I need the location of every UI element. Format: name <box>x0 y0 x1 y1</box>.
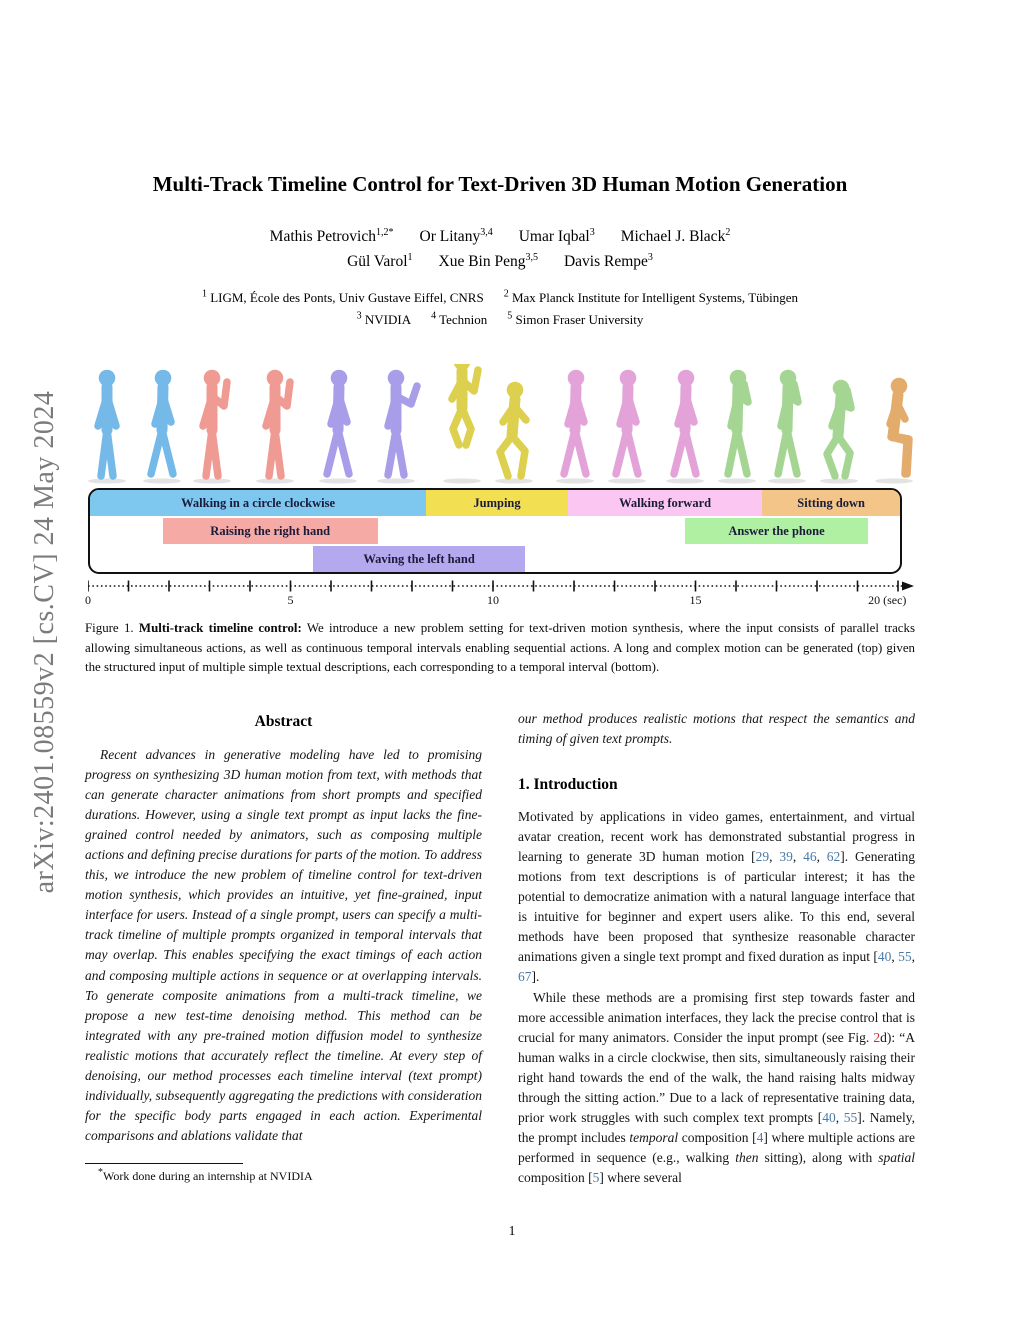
figure-shadow <box>718 478 756 483</box>
text-segment: then <box>735 1150 759 1166</box>
text-segment: , <box>911 949 915 965</box>
human-figure-stand <box>88 370 126 484</box>
axis-tick-label: 5 <box>287 593 294 607</box>
affiliation-sup: 5 <box>507 310 513 322</box>
text-segment: * <box>98 1167 103 1179</box>
timeline-bar-label: Answer the phone <box>728 523 825 538</box>
two-column-body <box>85 709 915 1189</box>
text-segment: ]. <box>531 969 540 985</box>
affiliation-item: $^5$ Simon Fraser University <box>507 310 644 327</box>
citation-link[interactable]: 4 <box>756 1130 764 1146</box>
timeline-bar <box>568 490 762 516</box>
timeline-bar-label: Raising the right hand <box>210 523 331 538</box>
affiliation-item: $^2$ Max Planck Institute for Intelligent Systems, Tübingen <box>503 288 799 305</box>
author-line-2 <box>85 249 915 274</box>
timeline-bar-label: Sitting down <box>797 495 865 510</box>
timeline-track-2 <box>90 518 900 544</box>
text-segment: composition [ <box>518 1170 593 1186</box>
author-affiliation-sup: 1 <box>407 251 413 263</box>
citation-link[interactable]: 55 <box>898 949 912 965</box>
citation-link[interactable]: 39 <box>779 848 793 864</box>
timeline-bar-label: Waving the left hand <box>363 551 475 566</box>
text-segment: spatial <box>878 1150 915 1166</box>
figure-shadow <box>556 478 594 483</box>
text-segment: ]. Namely, the prompt includes <box>518 1110 915 1146</box>
human-figure-phone <box>718 370 756 484</box>
human-figure-walk <box>319 370 357 484</box>
figure-shadow <box>875 478 913 483</box>
axis-tick-label: 15 <box>689 593 702 607</box>
citation-link[interactable]: 55 <box>843 1110 858 1126</box>
text-segment: We introduce a new problem setting for text-driven motion synthesis, where the input consists of parallel tracks allowing simultaneous actions, as well as continuous temporal intervals enabling sequential actions. A long and complex motion can be generated (top) given the structured input of multiple simple textual descriptions, each corresponding to a temporal interval (bottom). <box>85 621 915 674</box>
author-name: Michael J. Black$^2$ <box>620 226 731 245</box>
timeline-track-3 <box>90 546 900 572</box>
figure-reference[interactable]: 2 <box>873 1029 881 1045</box>
citation-link[interactable]: 5 <box>592 1170 600 1186</box>
timeline-track-1 <box>90 490 900 516</box>
abstract-continuation: our method produces realistic motions that respect the semantics and timing of given text prompts. <box>518 710 915 746</box>
text-segment: composition [ <box>678 1130 757 1146</box>
abstract-heading: Abstract <box>254 712 313 730</box>
affiliation-sup: 2 <box>503 288 509 300</box>
text-segment: ] where multiple actions are performed in sequence (e.g., walking <box>518 1130 915 1166</box>
timeline-bar-label: Walking in a circle clockwise <box>181 495 336 510</box>
axis-tick-label: 10 <box>487 593 499 607</box>
affiliation-sup: 1 <box>201 288 207 300</box>
footnote <box>85 1168 482 1185</box>
text-segment: , <box>816 848 827 864</box>
text-segment: Work done during an internship at NVIDIA <box>103 1169 313 1184</box>
author-name: Davis Rempe$^3$ <box>563 251 653 270</box>
timeline-bar <box>762 490 900 516</box>
figure-shadow <box>608 478 646 483</box>
human-figure-crouch <box>495 382 533 484</box>
affiliation-item: $^4$ Technion <box>431 310 488 327</box>
affiliation-line-1 <box>85 287 915 309</box>
human-figure-raise <box>256 370 294 484</box>
author-block <box>85 224 915 274</box>
figure-caption <box>85 619 915 678</box>
axis-tick-label: 20 (sec) <box>868 593 907 607</box>
text-segment: While these methods are a promising first step towards faster and more accessible animation interfaces, they lack the precise control that is crucial for many animators. Consider the input prompt (see Fig. <box>518 989 915 1045</box>
citation-link[interactable]: 40 <box>877 949 892 965</box>
figure-shadow <box>820 478 858 483</box>
figure-shadow <box>193 478 231 483</box>
author-name: Xue Bin Peng$^{3,5}$ <box>438 251 538 270</box>
affiliation-line-2 <box>85 309 915 331</box>
citation-link[interactable]: 40 <box>822 1110 836 1126</box>
intro-paragraph-1 <box>518 807 915 988</box>
human-figure-walk <box>608 370 646 484</box>
citation-link[interactable]: 62 <box>826 848 841 864</box>
author-line-1 <box>85 224 915 249</box>
human-figure-walk <box>666 370 704 484</box>
human-figure-phonecrouch <box>820 380 858 484</box>
text-segment: Figure 1. <box>85 621 139 635</box>
figure-1 <box>85 364 915 610</box>
figure-shadow <box>319 478 357 483</box>
citation-link[interactable]: 67 <box>518 969 532 985</box>
axis-arrowhead <box>902 582 914 591</box>
left-column <box>85 709 482 1189</box>
affiliation-item: $^1$ LIGM, École des Ponts, Univ Gustave Eiffel, CNRS <box>201 288 484 305</box>
timeline-bar-label: Walking forward <box>619 495 712 510</box>
human-figure-sit <box>875 378 913 484</box>
figure-shadow <box>768 478 806 483</box>
human-figure-walk <box>143 370 181 484</box>
citation-link[interactable]: 46 <box>803 848 817 864</box>
text-segment: ]. Generating motions from text descriptions is of particular interest; it has the potential to democratize animation with a natural language interface that is intuitive for beginner and expert users alike. To this end, several methods have been proposed that synthesize reasonable character animations given a single text prompt and fixed duration as input [ <box>518 848 915 965</box>
affiliation-sup: 3 <box>356 310 362 322</box>
timeline-bar <box>163 518 378 544</box>
arxiv-watermark: arXiv:2401.08559v2 [cs.CV] 24 May 2024 <box>29 390 60 894</box>
author-affiliation-sup: 3 <box>647 251 653 263</box>
timeline-bar <box>313 546 526 572</box>
figure-shadow <box>256 478 294 483</box>
figure-shadow <box>666 478 704 483</box>
figure-shadow <box>443 478 481 483</box>
axis-tick-label: 0 <box>85 593 91 607</box>
time-axis-labels <box>85 593 915 610</box>
figure-shadow <box>143 478 181 483</box>
text-segment: d): “A human walks in a circle clockwise, then sits, simultaneously raising their right hand towards the end of the walk, the hand raising halts midway through the sitting action.” Due to a lack of representative training data, prior work struggles with such complex text prompts [ <box>518 1029 915 1126</box>
citation-link[interactable]: 29 <box>755 848 770 864</box>
right-column <box>518 709 915 1189</box>
author-affiliation-sup: 3,4 <box>480 226 493 238</box>
timeline-bar-label: Jumping <box>473 495 521 510</box>
author-name: Umar Iqbal$^3$ <box>518 226 595 245</box>
page-number: 1 <box>508 1223 516 1238</box>
human-figure-raise <box>193 370 231 484</box>
text-segment: sitting), along with <box>758 1150 879 1166</box>
human-figure-phone <box>768 370 806 484</box>
human-figure-walk <box>556 370 594 484</box>
figure-shadow <box>377 478 415 483</box>
figure-shadow <box>88 478 126 483</box>
author-name: Gül Varol$^1$ <box>347 251 413 270</box>
text-segment: Motivated by applications in video games, entertainment, and virtual avatar creation, recent work has demonstrated substantial progress in learning to generate 3D human motion [ <box>518 808 915 864</box>
intro-paragraph-2 <box>518 988 915 1189</box>
abstract-text: Recent advances in generative modeling have led to promising progress on synthesizing 3D human motion from text, with methods that can generate character animations from short prompts and specified durations. However, using a single text prompt as input lacks the fine-grained control needed by animators, such as composing multiple actions and defining precise durations for parts of the motion. To address this, we introduce the new problem of timeline control for text-driven motion synthesis, which provides an intuitive, yet fine-grained, input interface for users. Instead of a single prompt, users can specify a multi-track timeline of multiple prompts organized in temporal intervals that may overlap. This enables specifying the exact timings of each action and composing multiple actions in sequence or at overlapping intervals. To generate composite animations from a multi-track timeline, we propose a new test-time denoising method. This method can be integrated with any pre-trained motion diffusion model to synthesize realistic motions that accurately reflect the timeline. At every step of denoising, our method processes each timeline interval (text prompt) individually, subsequently aggregating the predictions with consideration for the specific body parts engaged in each action. Experimental comparisons and ablations validate that <box>85 746 482 1144</box>
author-name: Or Litany$^{3,4}$ <box>419 226 493 245</box>
text-segment: , <box>835 1110 844 1126</box>
figure-shadow <box>495 478 533 483</box>
affiliation-item: $^3$ NVIDIA <box>356 310 412 327</box>
timeline-bar <box>426 490 568 516</box>
human-figure-wave <box>377 370 417 484</box>
affiliation-sup: 4 <box>431 310 437 322</box>
time-axis <box>88 577 915 595</box>
motion-sequence-render <box>85 364 915 488</box>
text-segment: ] where several <box>599 1170 682 1186</box>
text-segment: , <box>891 949 899 965</box>
author-name: Mathis Petrovich$^{1,2*}$ <box>269 226 394 245</box>
author-affiliation-sup: 2 <box>725 226 731 238</box>
timeline-bar <box>90 490 426 516</box>
author-affiliation-sup: 1,2* <box>376 226 394 238</box>
author-affiliation-sup: 3 <box>589 226 595 238</box>
section-heading-introduction: 1. Introduction <box>518 775 618 793</box>
human-figure-jump <box>443 364 481 484</box>
multi-track-timeline <box>88 488 902 574</box>
text-segment: temporal <box>629 1130 679 1146</box>
text-segment: Multi-track timeline control: <box>138 621 302 635</box>
timeline-bar <box>685 518 867 544</box>
author-affiliation-sup: 3,5 <box>525 251 538 263</box>
text-segment: , <box>769 848 780 864</box>
paper-title: Multi-Track Timeline Control for Text-Driven 3D Human Motion Generation <box>152 172 848 196</box>
text-segment: , <box>792 848 804 864</box>
affiliation-block <box>85 287 915 331</box>
footnote-rule <box>85 1163 243 1164</box>
